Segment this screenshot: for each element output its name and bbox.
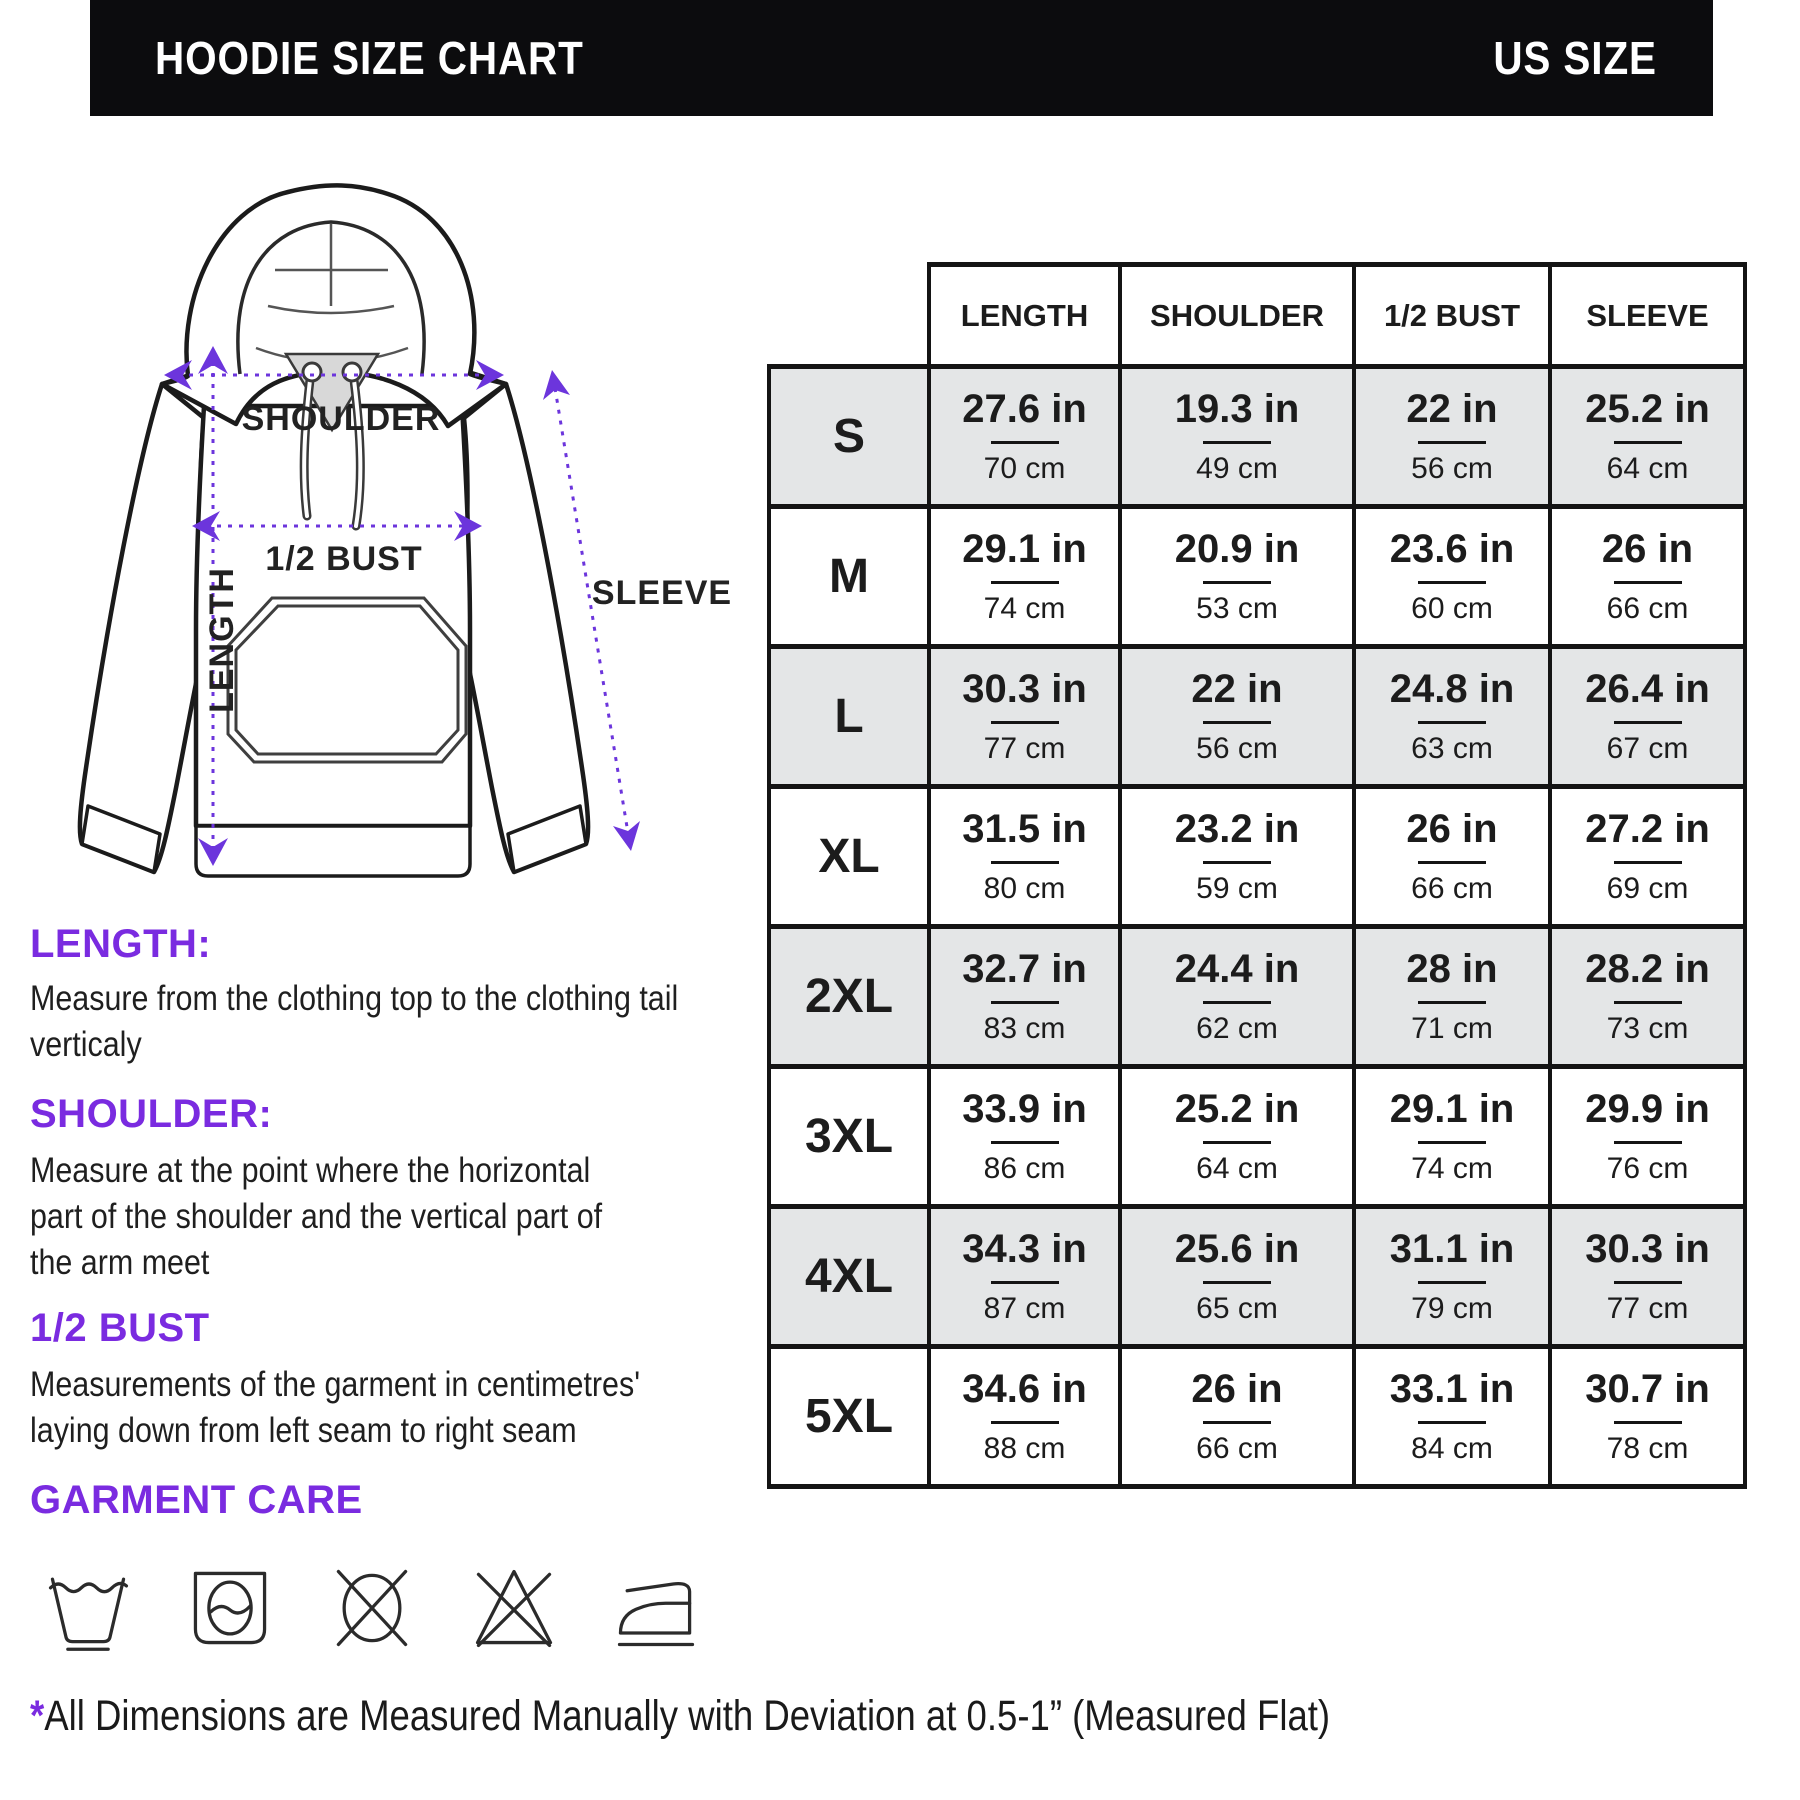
diagram-sleeve-label: SLEEVE [591, 574, 733, 612]
measurement-cell: 32.7 in 83 cm [929, 927, 1120, 1067]
footnote-asterisk: * [30, 1692, 45, 1740]
diagram-length-label: LENGTH [203, 567, 241, 713]
diagram-shoulder-label: SHOULDER [241, 400, 441, 438]
size-label: XL [769, 787, 929, 927]
size-table-container [767, 262, 1747, 1489]
table-row [769, 507, 1745, 647]
size-label: L [769, 647, 929, 787]
measurement-cell: 34.3 in 87 cm [929, 1207, 1120, 1347]
column-header-shoulder: SHOULDER [1120, 265, 1354, 367]
table-corner-cell [769, 265, 929, 367]
footnote [30, 1692, 1330, 1741]
region-label: US SIZE [1493, 32, 1657, 84]
measurement-cell: 30.7 in 78 cm [1550, 1347, 1745, 1487]
garment-care-heading: GARMENT CARE [30, 1478, 363, 1522]
garment-care-icons [40, 1558, 704, 1658]
measurement-cell: 24.8 in 63 cm [1354, 647, 1550, 787]
column-header-length: LENGTH [929, 265, 1120, 367]
measurement-cell: 29.1 in 74 cm [929, 507, 1120, 647]
table-row [769, 927, 1745, 1067]
page-title: HOODIE SIZE CHART [155, 32, 584, 84]
measurement-cell: 24.4 in 62 cm [1120, 927, 1354, 1067]
size-label: S [769, 367, 929, 507]
shoulder-section-body: Measure at the point where the horizontal part of the shoulder and the vertical part of the arm meet [30, 1151, 603, 1282]
measurement-cell: 25.2 in 64 cm [1120, 1067, 1354, 1207]
column-header-sleeve: SLEEVE [1550, 265, 1745, 367]
measurement-cell: 33.9 in 86 cm [929, 1067, 1120, 1207]
size-table [767, 262, 1747, 1489]
size-label: 4XL [769, 1207, 929, 1347]
measurement-cell: 19.3 in 49 cm [1120, 367, 1354, 507]
size-label: M [769, 507, 929, 647]
title-bar [90, 0, 1713, 116]
measurement-cell: 28 in 71 cm [1354, 927, 1550, 1067]
diagram-bust-label: 1/2 BUST [265, 540, 423, 578]
measurement-cell: 30.3 in 77 cm [929, 647, 1120, 787]
measurement-cell: 29.9 in 76 cm [1550, 1067, 1745, 1207]
measurement-cell: 29.1 in 74 cm [1354, 1067, 1550, 1207]
measurement-cell: 23.6 in 60 cm [1354, 507, 1550, 647]
footnote-text: All Dimensions are Measured Manually with Deviation at 0.5-1” (Measured Flat) [44, 1692, 1331, 1740]
size-label: 5XL [769, 1347, 929, 1487]
measurement-cell: 25.2 in 64 cm [1550, 367, 1745, 507]
measurement-cell: 26 in 66 cm [1550, 507, 1745, 647]
measurement-cell: 31.1 in 79 cm [1354, 1207, 1550, 1347]
bust-section-body: Measurements of the garment in centimetres' laying down from left seam to right seam [30, 1365, 641, 1450]
no-dry-clean-icon [324, 1558, 420, 1658]
measurement-cell: 20.9 in 53 cm [1120, 507, 1354, 647]
table-header-row [769, 265, 1745, 367]
length-section-heading: LENGTH: [30, 922, 212, 966]
machine-wash-icon [182, 1558, 278, 1658]
measurement-cell: 27.6 in 70 cm [929, 367, 1120, 507]
table-row [769, 787, 1745, 927]
wash-tub-icon [40, 1558, 136, 1658]
table-row [769, 1067, 1745, 1207]
measurement-cell: 27.2 in 69 cm [1550, 787, 1745, 927]
measurement-cell: 22 in 56 cm [1354, 367, 1550, 507]
size-label: 3XL [769, 1067, 929, 1207]
measurement-cell: 33.1 in 84 cm [1354, 1347, 1550, 1487]
bust-section-heading: 1/2 BUST [30, 1306, 210, 1350]
measurement-cell: 26 in 66 cm [1354, 787, 1550, 927]
measurement-cell: 30.3 in 77 cm [1550, 1207, 1745, 1347]
measurement-cell: 26.4 in 67 cm [1550, 647, 1745, 787]
iron-icon [608, 1558, 704, 1658]
measurement-cell: 22 in 56 cm [1120, 647, 1354, 787]
measurement-cell: 26 in 66 cm [1120, 1347, 1354, 1487]
table-row [769, 367, 1745, 507]
hoodie-outline [80, 185, 588, 876]
no-bleach-icon [466, 1558, 562, 1658]
table-row [769, 1207, 1745, 1347]
size-table-body [769, 367, 1745, 1487]
measurement-cell: 25.6 in 65 cm [1120, 1207, 1354, 1347]
column-header-bust: 1/2 BUST [1354, 265, 1550, 367]
hoodie-measurement-diagram [28, 178, 748, 898]
measurement-cell: 34.6 in 88 cm [929, 1347, 1120, 1487]
shoulder-section-heading: SHOULDER: [30, 1092, 273, 1136]
table-row [769, 647, 1745, 787]
hoodie-diagram-svg [28, 178, 748, 898]
size-label: 2XL [769, 927, 929, 1067]
table-row [769, 1347, 1745, 1487]
length-section-body: Measure from the clothing top to the clothing tail verticaly [30, 979, 679, 1064]
measurement-cell: 23.2 in 59 cm [1120, 787, 1354, 927]
measurement-cell: 31.5 in 80 cm [929, 787, 1120, 927]
measurement-cell: 28.2 in 73 cm [1550, 927, 1745, 1067]
